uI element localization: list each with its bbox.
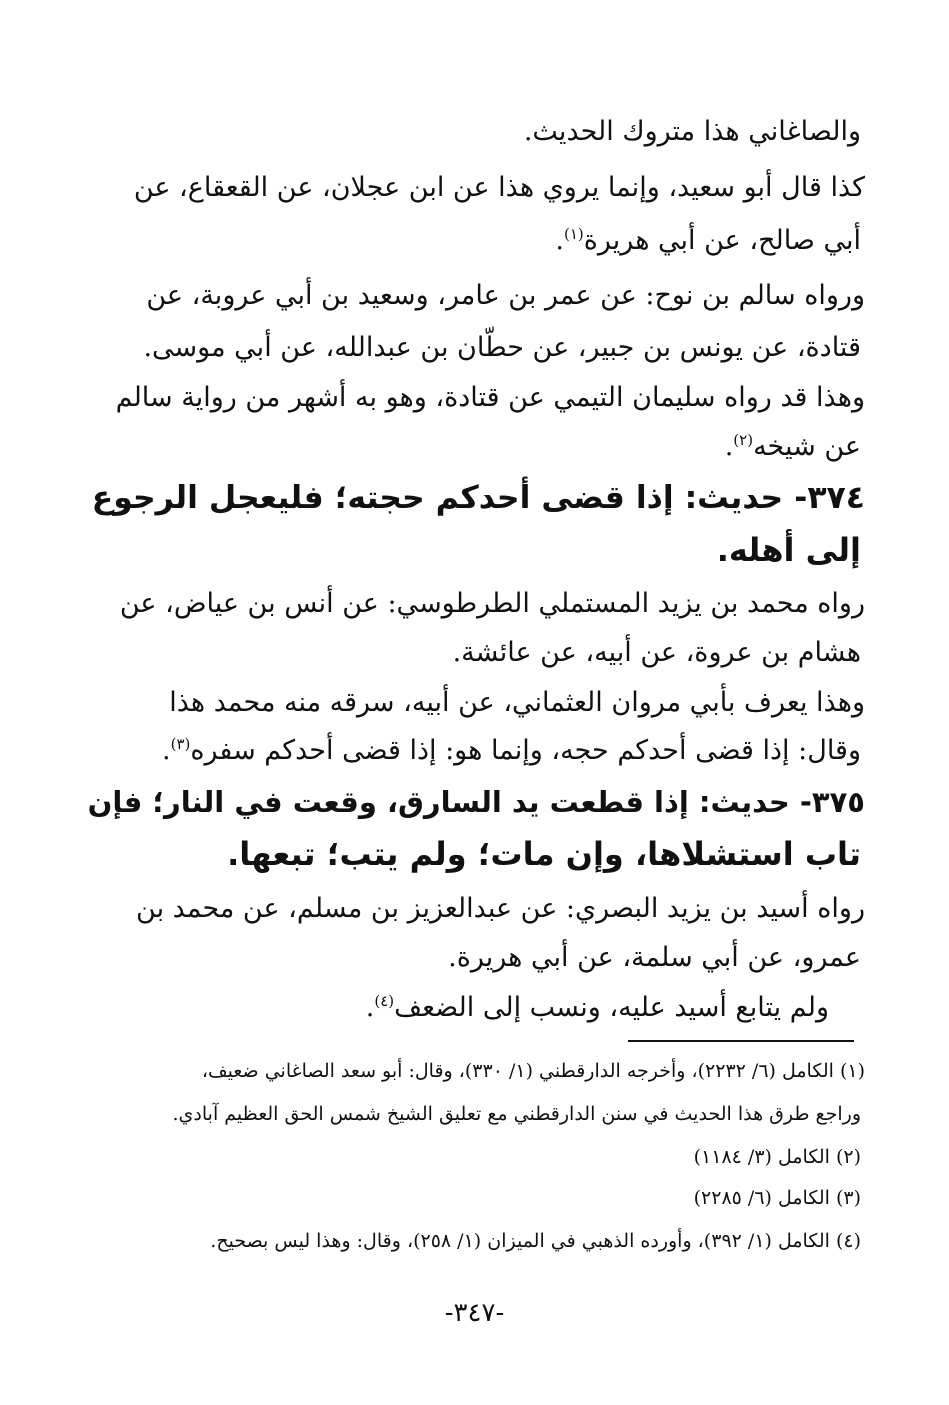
text-span: ولم يتابع أسيد عليه، ونسب إلى الضعف — [394, 992, 829, 1023]
text-span: وهذا قد رواه سليمان التيمي عن قتادة، وهو به أشهر من رواية سالم — [115, 382, 865, 413]
text-line — [116, 384, 865, 411]
hadith-heading — [91, 480, 865, 516]
footnote-line — [210, 1232, 861, 1251]
footnote-text: (٢) الكامل (٣/ ١١٨٤) — [693, 1146, 861, 1168]
heading-span: ٣٧٥- حديث: إذا قطعت يد السارق، وقعت في النار؛ فإن — [87, 785, 865, 819]
heading-span: إلى أهله. — [716, 531, 861, 569]
footnote-text: وراجع طرق هذا الحديث في سنن الدارقطني مع تعليق الشيخ شمس الحق العظيم آبادي. — [172, 1103, 861, 1125]
text-line — [366, 994, 829, 1021]
text-span: رواه أسيد بن يزيد البصري: عن عبدالعزيز بن مسلم، عن محمد بن — [136, 893, 865, 924]
footnote-line — [694, 1189, 861, 1208]
footnote-ref: (١) — [563, 225, 584, 243]
heading-span: ٣٧٤- حديث: إذا قضى أحدكم حجته؛ فليعجل الرجوع — [91, 480, 865, 516]
text-line — [143, 334, 861, 361]
footnote-text: (١) الكامل (٦/ ٢٢٣٢)، وأخرجه الدارقطني (١/ ٣٣٠)، وقال: أبو سعد الصاغاني ضعيف، — [201, 1060, 865, 1082]
hadith-heading — [227, 835, 861, 873]
text-span: عن شيخه — [753, 431, 861, 462]
text-line — [725, 433, 861, 460]
hadith-heading — [716, 531, 861, 569]
footnote-ref: (٤) — [374, 992, 395, 1010]
footnote-line — [694, 1148, 861, 1167]
text-span: أبي صالح، عن أبي هريرة — [583, 225, 861, 256]
text-span: وقال: إذا قضى أحدكم حجه، وإنما هو: إذا قضى أحدكم سفره — [190, 735, 861, 766]
footnote-text: (٤) الكامل (١/ ٣٩٢)، وأورده الذهبي في الميزان (١/ ٢٥٨)، وقال: وهذا ليس بصحيح. — [210, 1230, 861, 1252]
text-line — [146, 282, 865, 309]
text-span: . — [365, 992, 375, 1023]
text-span: كذا قال أبو سعيد، وإنما يروي هذا عن ابن عجلان، عن القعقاع، عن — [133, 172, 865, 203]
footnote-ref: (٢) — [733, 431, 754, 449]
text-line — [120, 590, 865, 617]
page-number: -٣٤٧- — [444, 1298, 505, 1328]
footnote-ref: (٣) — [170, 735, 191, 753]
text-span: ورواه سالم بن نوح: عن عمر بن عامر، وسعيد بن أبي عروبة، عن — [146, 280, 865, 311]
text-line — [134, 174, 865, 201]
text-line — [169, 689, 865, 716]
text-span: عمرو، عن أبي سلمة، عن أبي هريرة. — [448, 942, 861, 973]
text-line — [524, 118, 861, 145]
text-line — [136, 895, 865, 922]
text-span: قتادة، عن يونس بن جبير، عن حطّان بن عبدالله، عن أبي موسى. — [143, 332, 861, 363]
text-line — [448, 944, 861, 971]
text-span: . — [724, 431, 734, 462]
footnote-divider — [628, 1040, 854, 1042]
hadith-heading — [87, 785, 865, 819]
heading-span: تاب استشلاها، وإن مات؛ ولم يتب؛ تبعها. — [227, 835, 861, 873]
footnote-line — [173, 1105, 862, 1124]
text-line — [162, 737, 861, 764]
text-span: . — [162, 735, 171, 766]
text-span: والصاغاني هذا متروك الحديث. — [523, 116, 861, 147]
footnote-line — [202, 1062, 865, 1081]
footnote-text: (٣) الكامل (٦/ ٢٢٨٥) — [693, 1187, 861, 1209]
text-span: هشام بن عروة، عن أبيه، عن عائشة. — [452, 637, 861, 668]
text-line — [555, 227, 861, 254]
text-span: وهذا يعرف بأبي مروان العثماني، عن أبيه، سرقه منه محمد هذا — [169, 687, 865, 718]
text-span: . — [555, 225, 564, 256]
text-line — [453, 639, 861, 666]
text-span: رواه محمد بن يزيد المستملي الطرطوسي: عن أنس بن عياض، عن — [119, 588, 865, 619]
